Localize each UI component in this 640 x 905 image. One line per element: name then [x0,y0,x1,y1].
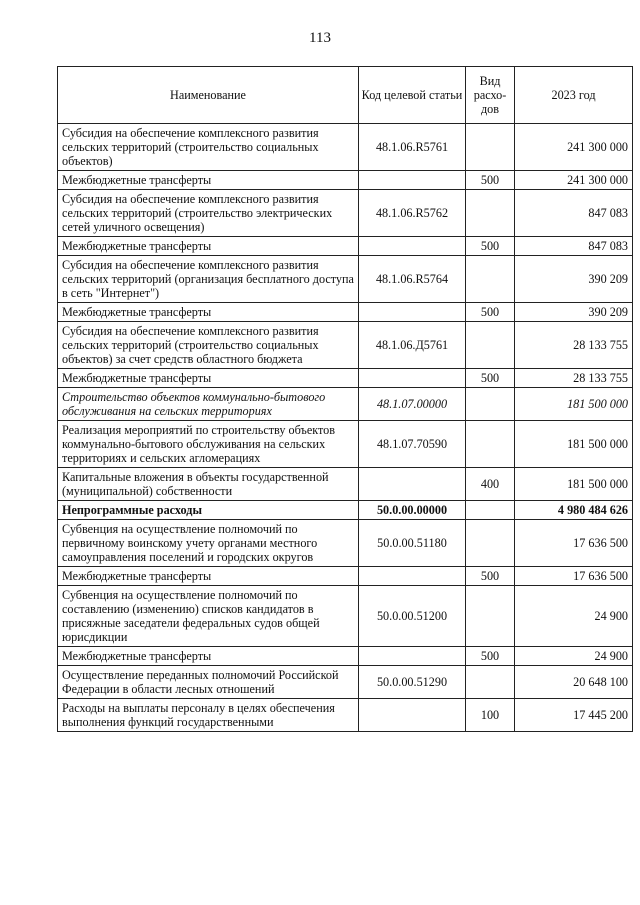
row-code-cell [359,237,466,256]
row-amount-cell: 241 300 000 [515,124,633,171]
row-code-cell [359,647,466,666]
row-code-cell [359,468,466,501]
budget-table [57,66,633,732]
row-kind-cell [466,256,515,303]
row-kind-cell: 400 [466,468,515,501]
row-code-cell [359,699,466,732]
row-name-cell: Строительство объектов коммунально-бытового обслуживания на сельских территориях [58,388,359,421]
table-row [58,171,633,190]
table-row [58,520,633,567]
row-amount-cell: 17 636 500 [515,567,633,586]
row-code-cell [359,369,466,388]
row-name-cell: Субсидия на обеспечение комплексного развития сельских территорий (организация бесплатного доступа в сеть "Интернет") [58,256,359,303]
row-code-cell: 48.1.07.00000 [359,388,466,421]
row-name-cell: Межбюджетные трансферты [58,171,359,190]
row-name-cell: Капитальные вложения в объекты государственной (муниципальной) собственности [58,468,359,501]
row-code-cell: 48.1.06.R5761 [359,124,466,171]
row-amount-cell: 28 133 755 [515,322,633,369]
table-row [58,501,633,520]
row-amount-cell: 241 300 000 [515,171,633,190]
row-kind-cell: 500 [466,237,515,256]
table-row [58,369,633,388]
row-name-cell: Межбюджетные трансферты [58,237,359,256]
table-row [58,647,633,666]
row-code-cell [359,303,466,322]
row-code-cell: 50.0.00.51180 [359,520,466,567]
row-kind-cell [466,124,515,171]
table-row [58,124,633,171]
row-code-cell: 48.1.07.70590 [359,421,466,468]
row-code-cell: 50.0.00.51290 [359,666,466,699]
row-code-cell: 50.0.00.51200 [359,586,466,647]
row-kind-cell: 500 [466,647,515,666]
row-kind-cell: 100 [466,699,515,732]
row-name-cell: Осуществление переданных полномочий Российской Федерации в области лесных отношений [58,666,359,699]
row-name-cell: Субвенция на осуществление полномочий по составлению (изменению) списков кандидатов в присяжные заседатели федеральных судов общей юрисдикции [58,586,359,647]
row-kind-cell [466,421,515,468]
row-code-cell [359,567,466,586]
table-row [58,388,633,421]
row-name-cell: Субвенция на осуществление полномочий по первичному воинскому учету органами местного самоуправления поселений и городских округов [58,520,359,567]
row-kind-cell [466,666,515,699]
row-kind-cell [466,520,515,567]
row-kind-cell: 500 [466,567,515,586]
row-kind-cell: 500 [466,369,515,388]
row-name-cell: Межбюджетные трансферты [58,369,359,388]
table-row [58,666,633,699]
header-kind: Вид расхо-дов [466,67,515,124]
table-row [58,303,633,322]
row-kind-cell [466,388,515,421]
table-row [58,468,633,501]
row-code-cell: 48.1.06.R5764 [359,256,466,303]
row-code-cell [359,171,466,190]
row-kind-cell [466,586,515,647]
table-row [58,322,633,369]
row-kind-cell [466,322,515,369]
table-row [58,256,633,303]
row-kind-cell [466,501,515,520]
table-row [58,567,633,586]
row-name-cell: Субсидия на обеспечение комплексного развития сельских территорий (строительство социальных объектов) [58,124,359,171]
row-kind-cell: 500 [466,171,515,190]
row-name-cell: Межбюджетные трансферты [58,647,359,666]
row-amount-cell: 28 133 755 [515,369,633,388]
row-amount-cell: 181 500 000 [515,388,633,421]
row-kind-cell [466,190,515,237]
row-amount-cell: 390 209 [515,256,633,303]
row-amount-cell: 17 636 500 [515,520,633,567]
row-name-cell: Межбюджетные трансферты [58,567,359,586]
row-kind-cell: 500 [466,303,515,322]
row-name-cell: Расходы на выплаты персоналу в целях обеспечения выполнения функций государственными [58,699,359,732]
row-name-cell: Межбюджетные трансферты [58,303,359,322]
row-amount-cell: 847 083 [515,190,633,237]
table-row [58,421,633,468]
row-name-cell: Непрограммные расходы [58,501,359,520]
header-year: 2023 год [515,67,633,124]
table-row [58,190,633,237]
table-header-row [58,67,633,124]
row-amount-cell: 181 500 000 [515,421,633,468]
page-number: 113 [309,30,331,46]
row-name-cell: Субсидия на обеспечение комплексного развития сельских территорий (строительство электрических сетей уличного освещения) [58,190,359,237]
row-amount-cell: 4 980 484 626 [515,501,633,520]
row-amount-cell: 847 083 [515,237,633,256]
row-name-cell: Реализация мероприятий по строительству объектов коммунально-бытового обслуживания на сельских территориях и сельских агломерациях [58,421,359,468]
table-row [58,699,633,732]
table-body [58,124,633,732]
row-amount-cell: 181 500 000 [515,468,633,501]
row-code-cell: 50.0.00.00000 [359,501,466,520]
header-code: Код целевой статьи [359,67,466,124]
row-name-cell: Субсидия на обеспечение комплексного развития сельских территорий (строительство социальных объектов) за счет средств областного бюджета [58,322,359,369]
row-amount-cell: 390 209 [515,303,633,322]
row-amount-cell: 24 900 [515,647,633,666]
table-row [58,237,633,256]
header-name: Наименование [58,67,359,124]
row-amount-cell: 24 900 [515,586,633,647]
row-amount-cell: 20 648 100 [515,666,633,699]
row-code-cell: 48.1.06.R5762 [359,190,466,237]
table-row [58,586,633,647]
row-amount-cell: 17 445 200 [515,699,633,732]
row-code-cell: 48.1.06.Д5761 [359,322,466,369]
